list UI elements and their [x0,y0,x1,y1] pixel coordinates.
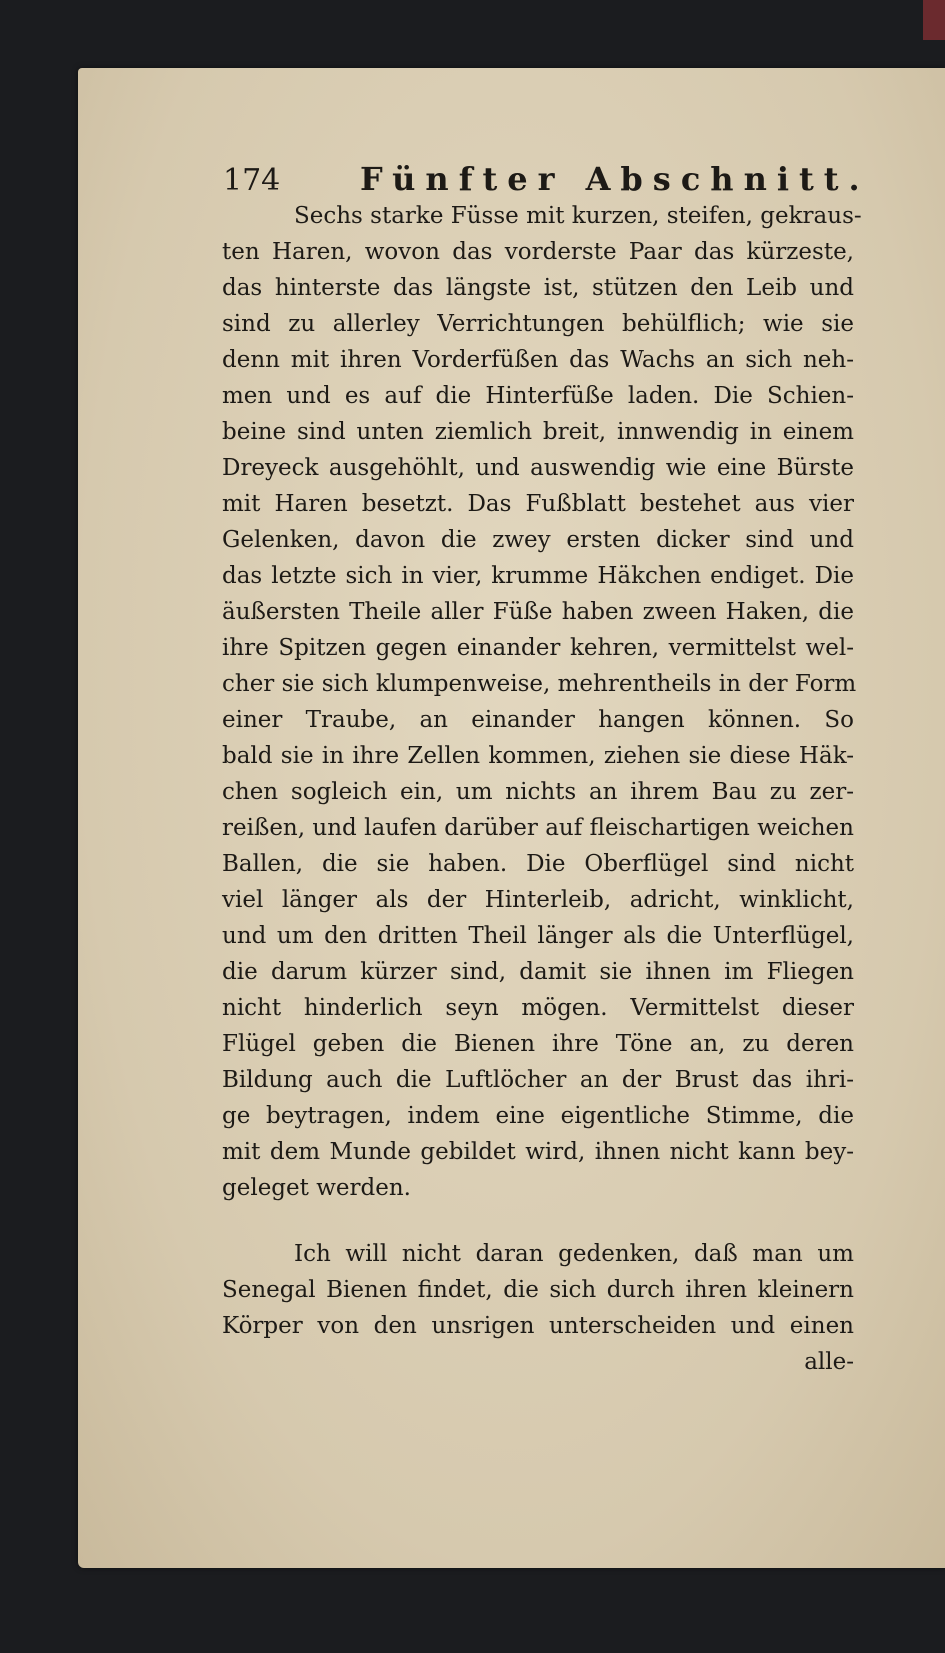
text-line: nicht hinderlich seyn mögen. Vermittelst dieser [222,995,854,1021]
text-line: die darum kürzer sind, damit sie ihnen im Fliegen [222,959,854,985]
text-line: Dreyeck ausgehöhlt, und auswendig wie eine Bürste [222,455,854,481]
text-line: Flügel geben die Bienen ihre Töne an, zu deren [222,1031,854,1057]
paragraph-1 [222,198,862,1206]
text-line: Gelenken, davon die zwey ersten dicker sind und [222,527,854,553]
text-line: Ballen, die sie haben. Die Oberflügel sind nicht [222,851,854,877]
text-line: geleget werden. [222,1175,411,1201]
text-line: bald sie in ihre Zellen kommen, ziehen sie diese Häk- [222,743,854,769]
text-line: mit Haren besetzt. Das Fußblatt bestehet aus vier [222,491,854,517]
text-line: chen sogleich ein, um nichts an ihrem Bau zu zer- [222,779,854,805]
text-line: Sechs starke Füsse mit kurzen, steifen, gekraus- [294,203,862,229]
text-line: mit dem Munde gebildet wird, ihnen nicht kann bey- [222,1139,854,1165]
book-page [78,68,945,1568]
text-line: men und es auf die Hinterfüße laden. Die Schien- [222,383,854,409]
book-edge-mark [923,0,945,40]
text-line: denn mit ihren Vorderfüßen das Wachs an sich neh- [222,347,854,373]
text-line: und um den dritten Theil länger als die Unterflügel, [222,923,854,949]
text-line: Ich will nicht daran gedenken, daß man um [294,1241,854,1267]
text-line: beine sind unten ziemlich breit, innwendig in einem [222,419,854,445]
text-line: einer Traube, an einander hangen können. So [222,707,854,733]
paragraph-2 [222,1236,854,1380]
text-line: Bildung auch die Luftlöcher an der Brust das ihri- [222,1067,854,1093]
text-line: ihre Spitzen gegen einander kehren, vermittelst wel- [222,635,854,661]
running-head: Fünfter Abschnitt. [360,160,870,198]
text-line: reißen, und laufen darüber auf fleischartigen weichen [222,815,854,841]
text-line: Körper von den unsrigen unterscheiden und einen [222,1313,854,1339]
text-line: Senegal Bienen findet, die sich durch ihren kleinern [222,1277,854,1303]
text-line: das hinterste das längste ist, stützen den Leib und [222,275,854,301]
text-line: das letzte sich in vier, krumme Häkchen endiget. Die [222,563,854,589]
text-line: cher sie sich klumpenweise, mehrentheils in der Form [222,671,857,697]
text-line: ten Haren, wovon das vorderste Paar das kürzeste, [222,239,854,265]
page-number: 174 [223,163,281,198]
catchword: alle- [804,1349,854,1375]
text-line: ge beytragen, indem eine eigentliche Stimme, die [222,1103,854,1129]
text-line: äußersten Theile aller Füße haben zween Haken, die [222,599,854,625]
text-line: viel länger als der Hinterleib, adricht, winklicht, [222,887,854,913]
text-line: sind zu allerley Verrichtungen behülflich; wie sie [222,311,854,337]
